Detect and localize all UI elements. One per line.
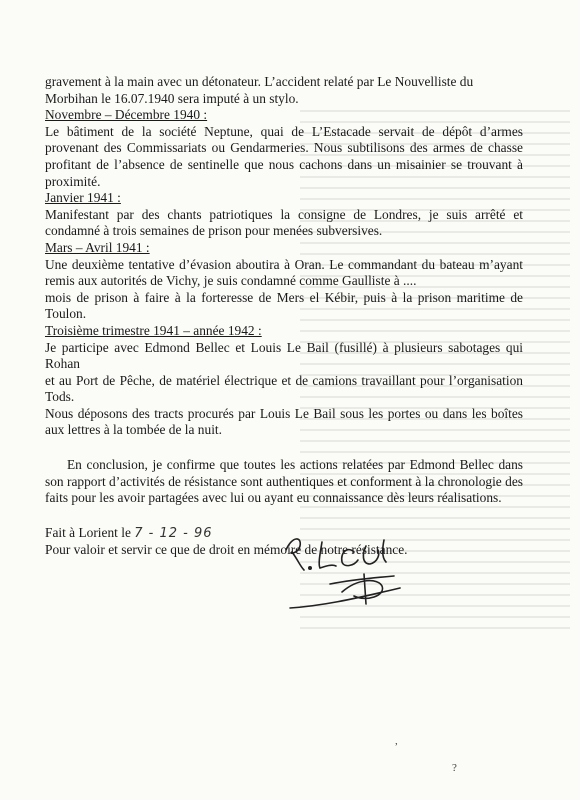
paragraph: Une deuxième tentative d’évasion aboutira à Oran. Le commandant du bateau m’ayant remis aux autorités de Vichy, je suis condamné comme Gaulliste à .... bbox=[45, 256, 523, 289]
paragraph-line: Morbihan le 16.07.1940 sera imputé à un stylo. bbox=[45, 90, 299, 106]
section-heading: Janvier 1941 : bbox=[45, 190, 121, 206]
place-label: Fait à Lorient le bbox=[45, 524, 131, 540]
stray-mark: , bbox=[395, 735, 398, 747]
section-heading: Mars – Avril 1941 : bbox=[45, 239, 150, 255]
paragraph: Manifestant par des chants patriotiques la consigne de Londres, je suis arrêté et condamné à trois semaines de prison pour menées subversives. bbox=[45, 206, 523, 239]
closing-line: Pour valoir et servir ce que de droit en mémoire de notre résistance. bbox=[45, 542, 408, 558]
stray-mark: ? bbox=[452, 762, 457, 774]
paragraph: et au Port de Pêche, de matériel électrique et de camions travaillant pour l’organisation Tods. bbox=[45, 372, 523, 405]
document-body bbox=[45, 74, 523, 559]
section-heading: Troisième trimestre 1941 – année 1942 : bbox=[45, 322, 262, 338]
handwritten-signature bbox=[270, 530, 420, 620]
section-heading: Novembre – Décembre 1940 : bbox=[45, 107, 208, 123]
paragraph: Nous déposons des tracts procurés par Louis Le Bail sous les portes ou dans les boîtes aux lettres à la tombée de la nuit. bbox=[45, 405, 523, 438]
paragraph-line: gravement à la main avec un détonateur. L’accident relaté par Le Nouvelliste du bbox=[45, 74, 474, 89]
conclusion-paragraph: En conclusion, je confirme que toutes les actions relatées par Edmond Bellec dans son rapport d’activités de résistance sont authentiques et conforment à la chronologie des faits pour les avoir partagées avec lui ou ayant eu connaissance dès leurs réalisations. bbox=[45, 457, 523, 506]
handwritten-date: 7 - 12 - 96 bbox=[134, 525, 213, 541]
paragraph: mois de prison à faire à la forteresse de Mers el Kébir, puis à la prison maritime de Toulon. bbox=[45, 289, 523, 322]
paragraph: Je participe avec Edmond Bellec et Louis Le Bail (fusillé) à plusieurs sabotages qui Rohan bbox=[45, 339, 523, 372]
paragraph: Le bâtiment de la société Neptune, quai de L’Estacade servait de dépôt d’armes provenant des Commissariats ou Gendarmeries. Nous subtilisons des armes de chasse profitant de l’absence de sentinelle que nous cachons dans un misainier se trouvant à proximité. bbox=[45, 123, 523, 189]
